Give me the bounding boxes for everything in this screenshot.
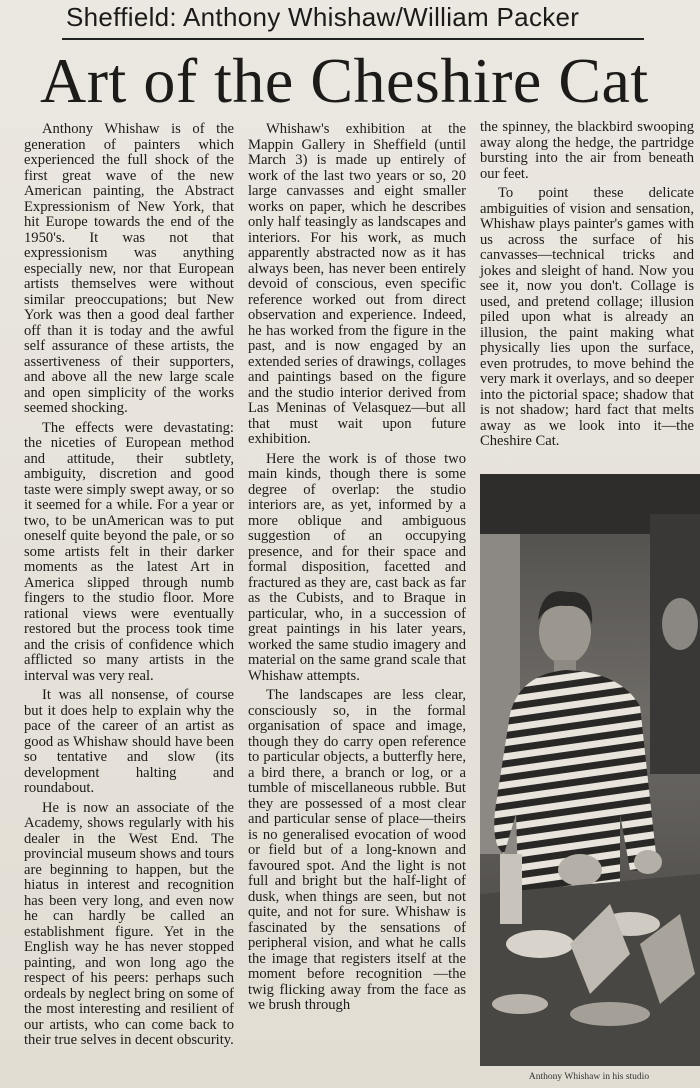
article-column-1 (24, 122, 234, 1053)
artist-photo (480, 474, 700, 1066)
paragraph: Whishaw's exhibition at the Mappin Gallery in Sheffield (until March 3) is made up entirely of work of the last two years or so, 20 large canvasses and eight smaller works on paper, which he describes only half teasingly as landscapes and interiors. For his work, as much apparently abstracted now as it has always been, has never been entirely devoid of conscious, even specific reference worked out from direct observation and experience. Indeed, he has worked from the figure in the past, and is now engaged by an extended series of drawings, collages and paintings based on the figure and the studio interior derived from Las Meninas of Velasquez—but all that must wait upon future exhibition. (248, 121, 466, 447)
paragraph: The effects were devastating: the niceties of European method and attitude, their subtlety, ambiguity, discretion and good taste were simply swept away, or so it seemed for a while. For a year or two, to be unAmerican was to put oneself quite beyond the pale, or so some artists felt in their darker moments as the latest Art in America slipped through numb fingers to the studio floor. More rational views were eventually restored but the process took time and the crisis of confidence which afflicted so many artists in the interval was very real. (24, 419, 234, 684)
paragraph: To point these delicate ambiguities of vision and sensation, Whishaw plays painter's games with us across the surface of his canvasses—technical tricks and jokes and sleight of hand. Now you see it, now you don't. Collage is used, and pretend collage; illusion piled upon what is already an illusion, the paint making what physically lies upon the surface, even protrudes, to move behind the very mark it overlays, and so deeper into the pictorial space; shadow that is not shadow; hard fact that melts away as we look into it—the Cheshire Cat. (480, 185, 694, 449)
article-kicker: Sheffield: Anthony Whishaw/William Packer (66, 2, 580, 32)
paragraph: It was all nonsense, of course but it does help to explain why the pace of the career of an artist as good as Whishaw should have been so tentative and slow (its development halting and roundabout. (24, 687, 234, 796)
paragraph: the spinney, the blackbird swooping away along the hedge, the partridge bursting into the air from beneath our feet. (480, 119, 694, 182)
header-rule (62, 38, 644, 40)
paragraph: Here the work is of those two main kinds, though there is some degree of overlap: the studio interiors are, as yet, informed by a more oblique and ambiguous suggestion of an occupying presence, and for their space and formal disposition, facetted and fractured as they are, cast back as far as the Cubists, and to Braque in particular, who, in a succession of great paintings in his later years, worked the same studio imagery and material on the same grand scale that Whishaw attempts. (248, 450, 466, 684)
article-headline: Art of the Cheshire Cat (40, 45, 649, 116)
article-column-2 (248, 122, 466, 1018)
paragraph: He is now an associate of the Academy, shows regularly with his dealer in the West End. The provincial museum shows and tours are beginning to happen, but the hiatus in interest and recognition has been very long, and even now he can hardly be called an establishment figure. Yet in the English way he has never stopped painting, and won long ago the respect of his peers: perhaps such ordeals by neglect bring on some of the most interesting and resilient of our artists, who can come back to their true selves in decent obscurity. (24, 799, 234, 1048)
article-column-3 (480, 120, 694, 454)
paragraph: The landscapes are less clear, consciously so, in the formal organisation of space and image, though they do carry open reference to particular objects, a butterfly here, a bird there, a branch or log, or a tumble of miscellaneous rubble. But they are possessed of a most clear and particular sense of place—theirs is no generalised evocation of wood or field but of a long-known and favoured spot. And the light is not full and bright but the half-light of dusk, when things are seen, but not quite, and not for sure. Whishaw is fascinated by the sensations of peripheral vision, and what he calls the image that registers itself at the moment before recognition —the twig flicking away from the face as we brush through (248, 687, 466, 1013)
photo-caption: Anthony Whishaw in his studio (528, 1072, 650, 1082)
paragraph: Anthony Whishaw is of the generation of painters which experienced the full shock of the first great wave of the new American painting, the Abstract Expressionism of New York, that hit Europe towards the end of the 1950's. It was not that expressionism was anything especially new, nor that European artists themselves were without similar preoccupations; but New York was then a good deal farther off than it is today and the awful self assurance of these artists, the assertiveness of their supporters, and above all the new large scale and open simplicity of the works seemed shocking. (24, 121, 234, 416)
